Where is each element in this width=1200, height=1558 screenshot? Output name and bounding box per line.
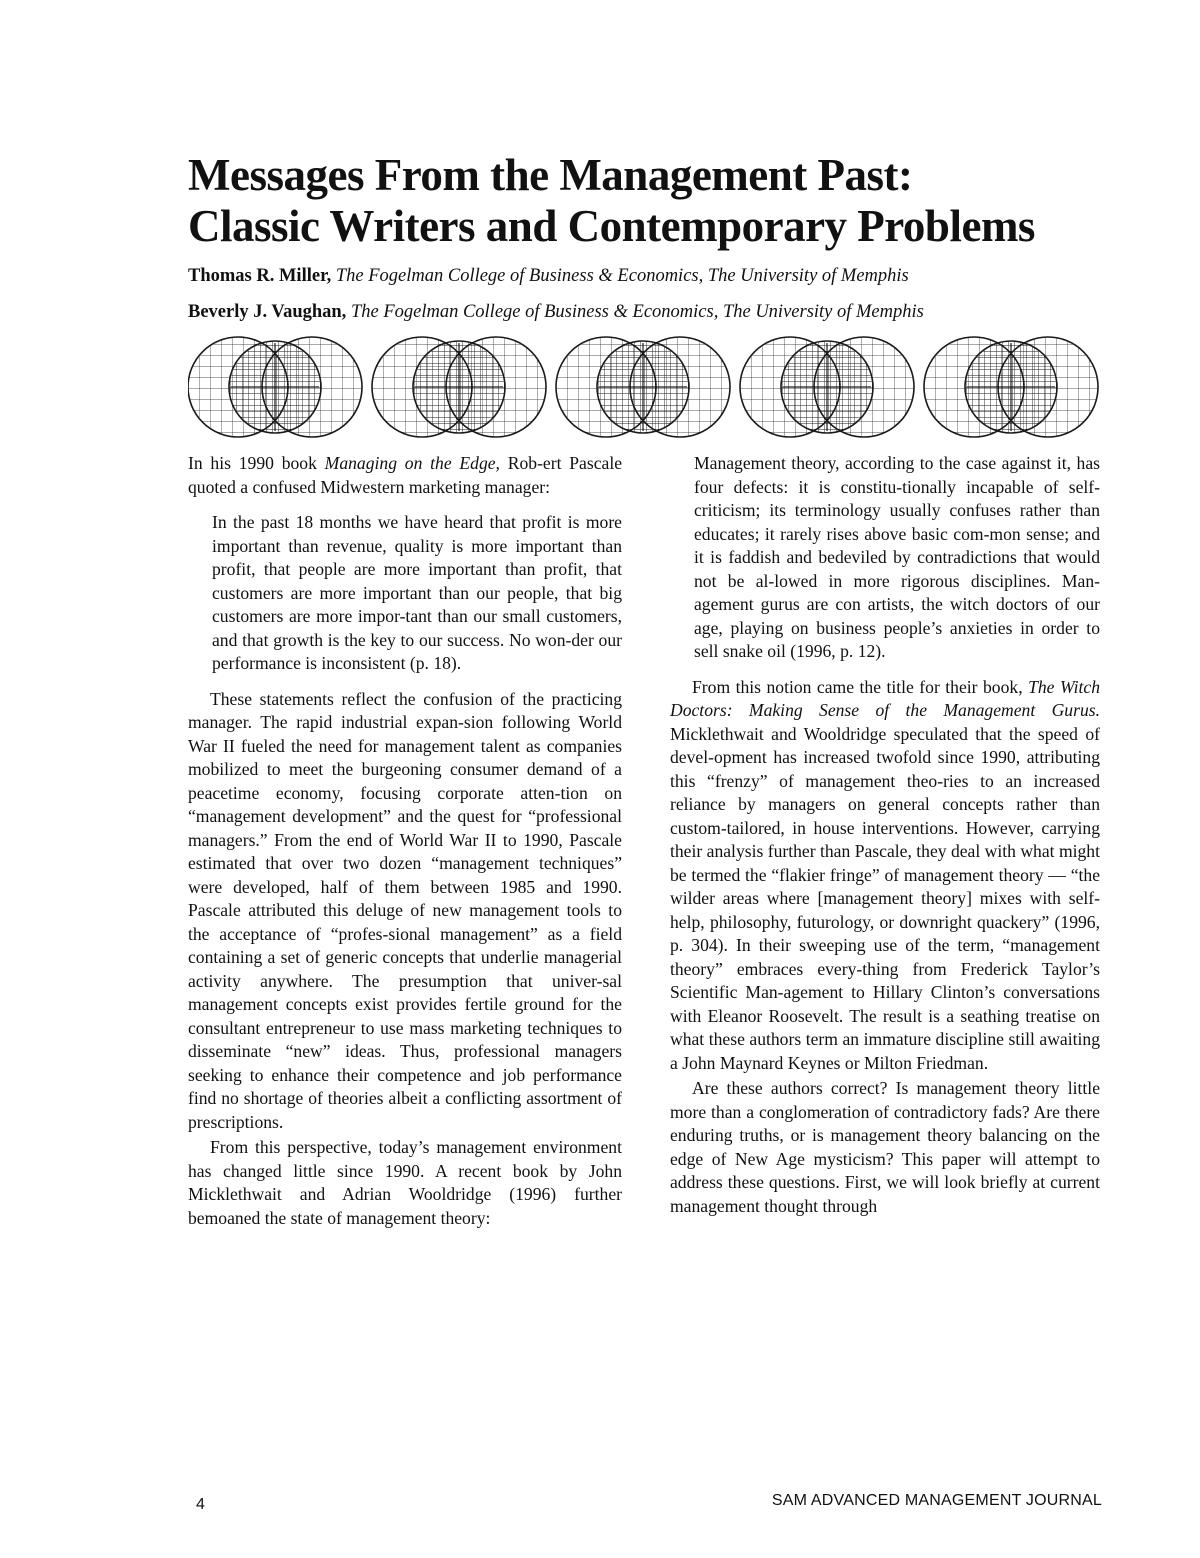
author-affiliation: The Fogelman College of Business & Economics, The University of Memphis [350, 302, 924, 322]
block-quote-pascale: In the past 18 months we have heard that profit is more important than revenue, quality is more important than profit, that people are more important than profit, that customers are more important than our people, that big customers are more impor-tant than our small customers, and that growth is the key to our success. No won-der our performance is inconsistent (p. 18). [212, 512, 622, 673]
article-title [188, 150, 1108, 252]
paragraph-witch-doctors [670, 676, 1100, 1076]
decorative-circle-banner [188, 333, 1100, 441]
page-number: 4 [196, 1496, 205, 1513]
paragraph-practicing-manager: These statements reflect the confusion of the practicing manager. The rapid industrial expan-sion following World War II fueled the need for management talent as companies mobilized to meet the burgeoning consumer demand of a peacetime economy, focusing corporate atten-tion on “management development” and the quest for “professional managers.” From the end of World War II to 1990, Pascale estimated that over two dozen “management techniques” were developed, half of them between 1985 and 1990. Pascale attributed this deluge of new management tools to the acceptance of “profes-sional management” as a field containing a set of generic concepts that underlie managerial activity anywhere. The presumption that univer-sal management concepts exist provides fertile ground for the consultant entrepreneur to use mass marketing techniques to disseminate “new” ideas. Thus, professional managers seeking to enhance their competence and job performance find no shortage of theories albeit a conflicting assortment of prescriptions. [188, 688, 622, 1132]
paragraph-text: Rob-ert Pascale quoted a confused Midwestern marketing manager: [188, 453, 623, 497]
title-line-1: Messages From the Management Past: [188, 150, 913, 200]
right-column [670, 452, 1100, 1218]
book-title: Managing on the Edge, [324, 453, 500, 473]
author-line-1 [188, 264, 909, 288]
paragraph-questions: Are these authors correct? Is management theory little more than a conglomeration of contradictory fads? Are there enduring truths, or is management theory balancing on the edge of New Age mysticism? This paper will attempt to address these questions. First, we will look briefly at current management thought through [670, 1078, 1100, 1216]
paragraph-text: From this notion came the title for their book, [692, 676, 1029, 697]
circle-pair-5 [924, 337, 1098, 437]
left-column [188, 452, 622, 1230]
circle-pair-3 [556, 337, 730, 437]
circle-pair-1 [188, 337, 362, 437]
book-title: The Witch Doctors: Making Sense of the Management Gurus. [670, 676, 1101, 720]
paragraph-perspective: From this perspective, today’s management environment has changed little since 1990. A recent book by John Micklethwait and Adrian Wooldridge (1996) further bemoaned the state of management theory: [188, 1137, 622, 1228]
author-line-2 [188, 300, 924, 324]
circle-pair-4 [740, 337, 914, 437]
circle-pair-2 [372, 337, 546, 437]
author-affiliation: The Fogelman College of Business & Economics, The University of Memphis [335, 266, 909, 286]
title-line-2: Classic Writers and Contemporary Problems [188, 201, 1035, 251]
paragraph-text: In his 1990 book [188, 453, 325, 473]
paragraph-intro [188, 452, 622, 499]
author-name: Thomas R. Miller, [188, 266, 332, 286]
author-name: Beverly J. Vaughan, [188, 302, 347, 322]
block-quote-micklethwait: Management theory, according to the case against it, has four defects: it is constitu-tionally incapable of self-criticism; its terminology usually confuses rather than educates; it rarely rises above basic com-mon sense; and it is faddish and bedeviled by contradictions that would not be al-lowed in more rigorous disciplines. Man-agement gurus are con artists, the witch doctors of our age, playing on business people’s anxieties in order to sell snake oil (1996, p. 12). [694, 453, 1100, 661]
journal-name: SAM ADVANCED MANAGEMENT JOURNAL [771, 1492, 1102, 1509]
paragraph-text: Micklethwait and Wooldridge speculated that the speed of devel-opment has increased twofold since 1990, attributing this “frenzy” of management theo-ries to an increased reliance by managers on general concepts rather than custom-tailored, in house interventions. However, carrying their analysis further than Pascale, they deal with what might be termed the “flakier fringe” of management theory — “the wilder areas where [management theory] mixes with self-help, philosophy, futurology, or downright quackery” (1996, p. 304). In their sweeping use of the term, “management theory” embraces every-thing from Frederick Taylor’s Scientific Man-agement to Hillary Clinton’s conversations with Eleanor Roosevelt. The result is a seathing treatise on what these authors term an immature discipline still awaiting a John Maynard Keynes or Milton Friedman. [670, 723, 1100, 1073]
